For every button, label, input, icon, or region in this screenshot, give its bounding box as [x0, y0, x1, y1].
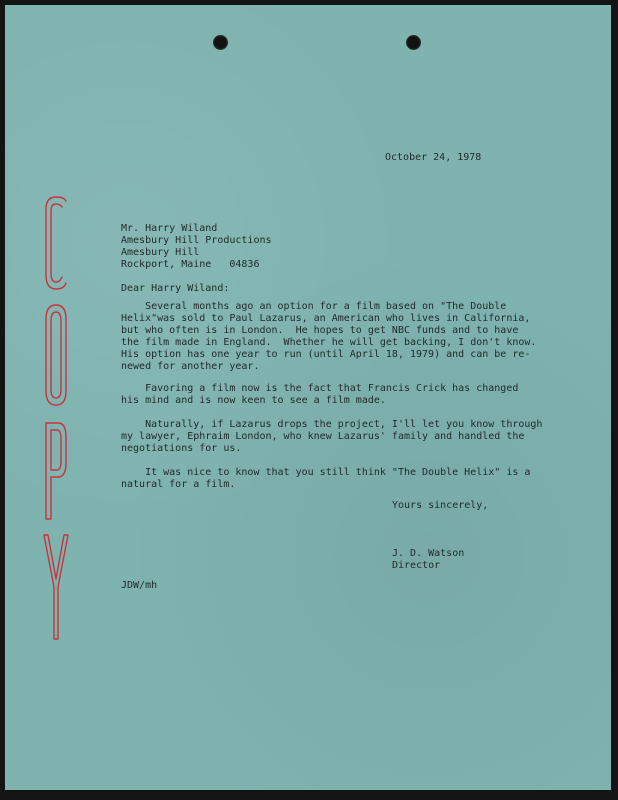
recipient-company: Amesbury Hill Productions — [121, 235, 272, 246]
paragraph-line: Naturally, if Lazarus drops the project, I'll let you know through — [121, 419, 543, 430]
body-paragraph-3 — [121, 419, 541, 455]
letter-date: October 24, 1978 — [385, 152, 482, 163]
salutation: Dear Harry Wiland: — [121, 283, 230, 294]
paragraph-line: Several months ago an option for a film based on "The Double — [121, 301, 507, 312]
paragraph-line: newed for another year. — [121, 361, 260, 372]
body-paragraph-1 — [121, 301, 541, 373]
recipient-city: Rockport, Maine 04836 — [121, 259, 260, 270]
paragraph-line: but who often is in London. He hopes to get NBC funds and to have — [121, 325, 519, 336]
paragraph-line: It was nice to know that you still think "The Double Helix" is a — [121, 467, 531, 478]
recipient-name: Mr. Harry Wiland — [121, 223, 218, 234]
punch-hole-right — [406, 35, 421, 50]
paragraph-line: his mind and is now keen to see a film made. — [121, 395, 386, 406]
paragraph-line: the film made in England. Whether he will get backing, I don't know. — [121, 337, 537, 348]
paragraph-line: my lawyer, Ephraim London, who knew Lazarus' family and handled the — [121, 431, 525, 442]
paragraph-line: His option has one year to run (until April 18, 1979) and can be re- — [121, 349, 531, 360]
body-paragraph-4 — [121, 467, 541, 491]
paragraph-line: Favoring a film now is the fact that Francis Crick has changed — [121, 383, 519, 394]
paragraph-line: natural for a film. — [121, 479, 236, 490]
paragraph-line: Helix"was sold to Paul Lazarus, an American who lives in California, — [121, 313, 531, 324]
paragraph-line: negotiations for us. — [121, 443, 242, 454]
typist-initials: JDW/mh — [121, 580, 158, 591]
recipient-street: Amesbury Hill — [121, 247, 200, 258]
body-paragraph-2 — [121, 383, 541, 407]
letter-page — [5, 5, 611, 790]
closing: Yours sincerely, — [392, 500, 489, 511]
copy-stamp — [38, 195, 74, 645]
signer-title: Director — [392, 560, 441, 571]
signer-name: J. D. Watson — [392, 548, 465, 559]
punch-hole-left — [213, 35, 228, 50]
